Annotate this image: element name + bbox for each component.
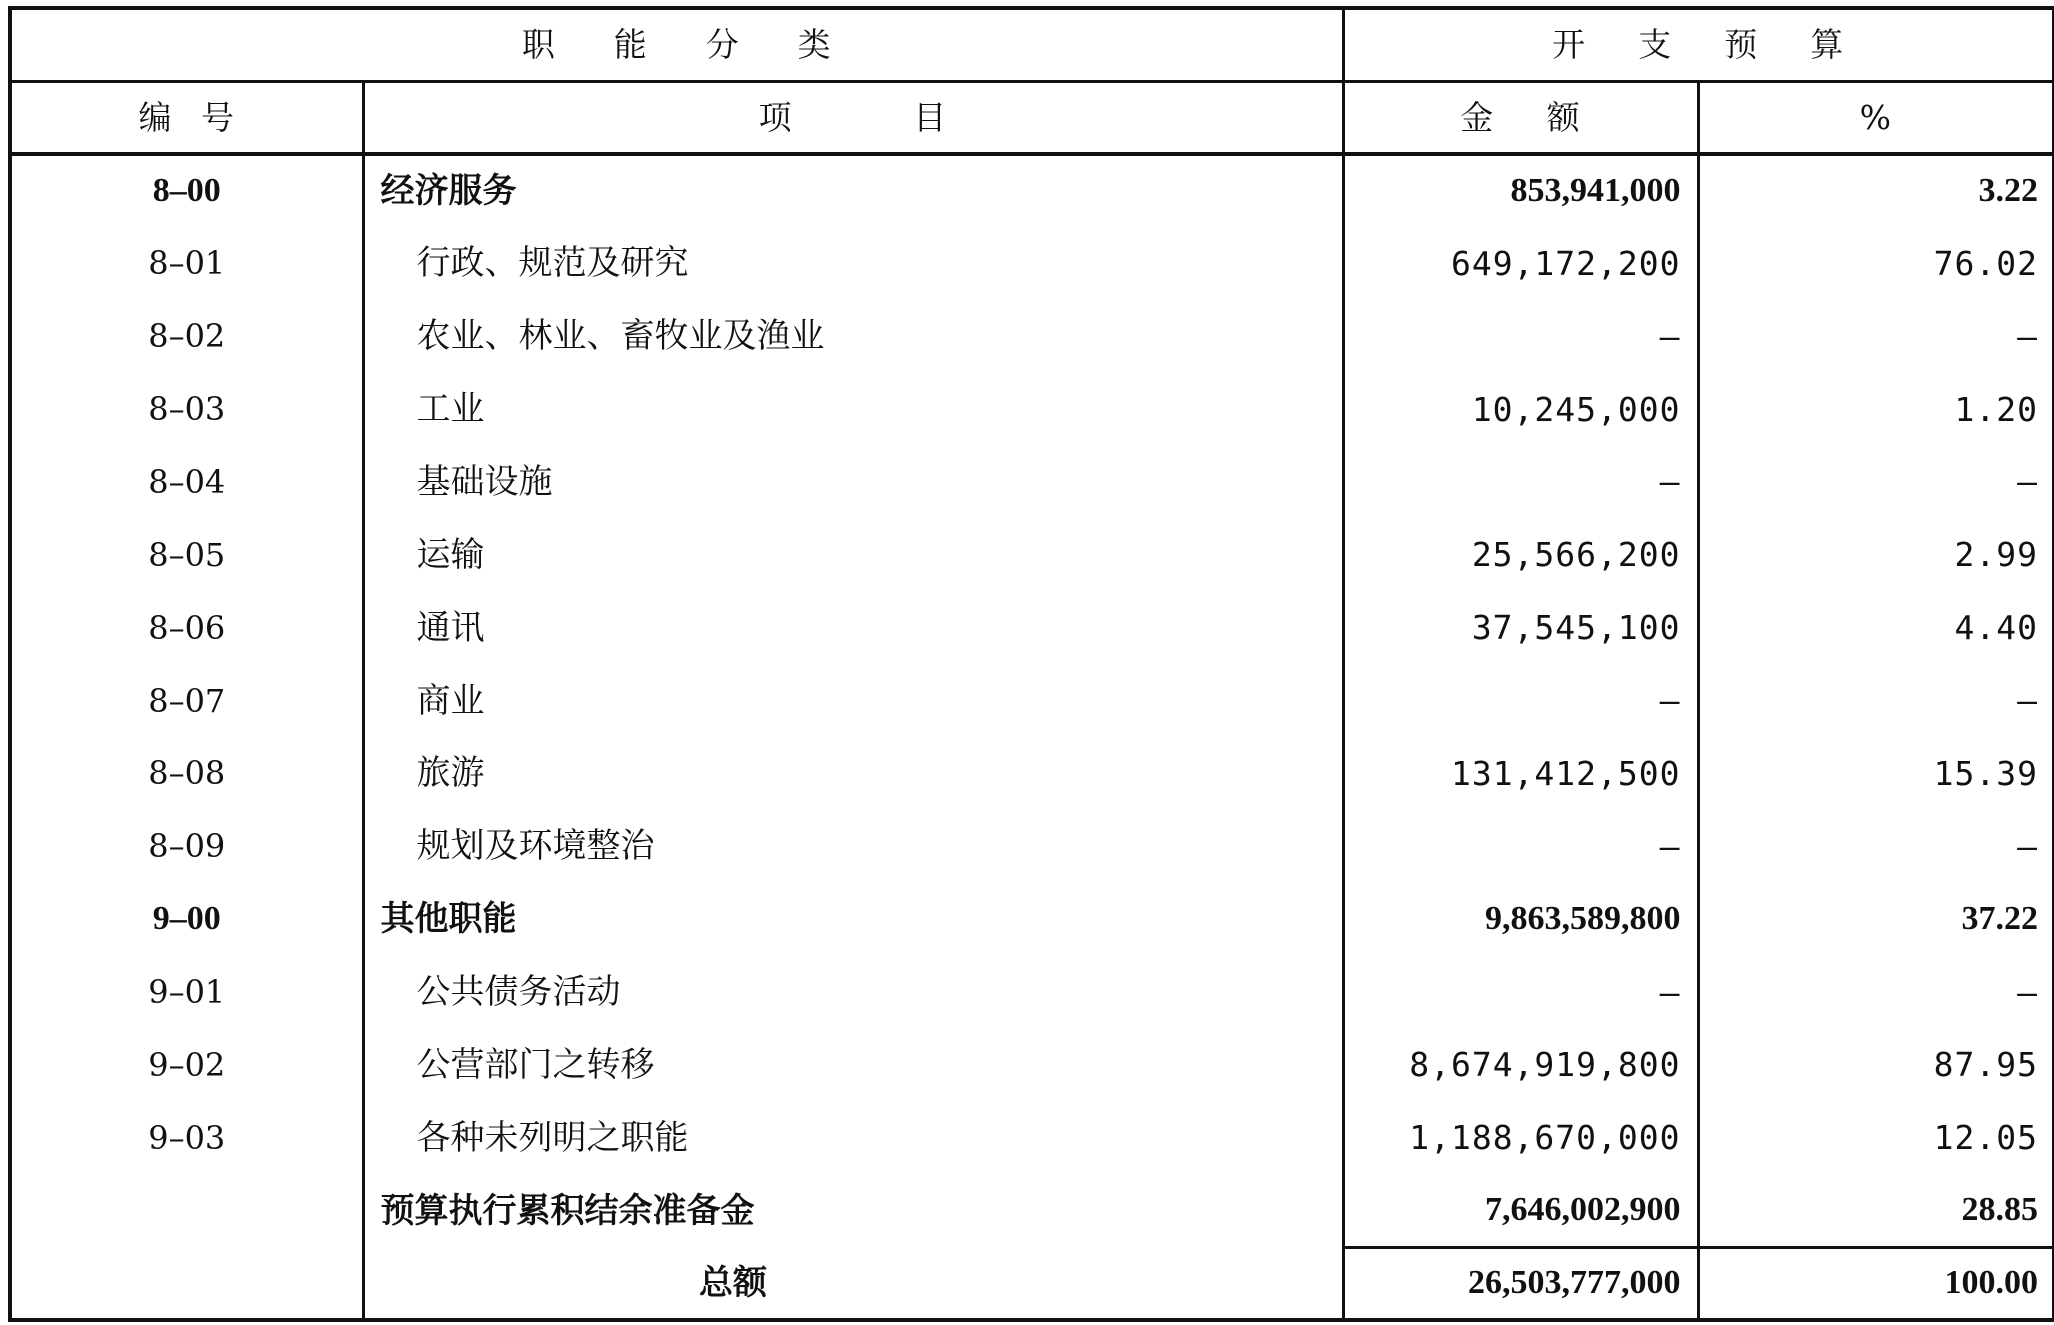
cell-item: 工业	[363, 373, 1343, 446]
cell-amount: 649,172,200	[1343, 227, 1698, 300]
header-char: 金	[1460, 97, 1495, 137]
budget-table	[8, 6, 2054, 1322]
cell-code	[10, 1174, 363, 1247]
cell-total-percent: 100.00	[1698, 1247, 2054, 1320]
cell-code: 9–03	[10, 1101, 363, 1174]
header-char: 分	[705, 25, 740, 65]
cell-code: 8–04	[10, 446, 363, 519]
header-char: 号	[201, 97, 236, 137]
cell-percent: 15.39	[1698, 737, 2054, 810]
cell-item: 通讯	[363, 591, 1343, 664]
cell-amount: –	[1343, 956, 1698, 1029]
cell-amount: –	[1343, 446, 1698, 519]
cell-item: 行政、规范及研究	[363, 227, 1343, 300]
cell-item: 旅游	[363, 737, 1343, 810]
cell-percent: 2.99	[1698, 518, 2054, 591]
table-row	[10, 883, 2054, 956]
table-row	[10, 591, 2054, 664]
header-char: 职	[521, 25, 556, 65]
header-char: 能	[613, 25, 648, 65]
cell-code: 8–03	[10, 373, 363, 446]
cell-code: 8–00	[10, 154, 363, 227]
cell-amount: 37,545,100	[1343, 591, 1698, 664]
table-row	[10, 1029, 2054, 1102]
cell-amount: –	[1343, 664, 1698, 737]
cell-percent: 37.22	[1698, 883, 2054, 956]
cell-amount: 8,674,919,800	[1343, 1029, 1698, 1102]
cell-amount: 853,941,000	[1343, 154, 1698, 227]
cell-item: 各种未列明之职能	[363, 1101, 1343, 1174]
cell-amount: 25,566,200	[1343, 518, 1698, 591]
table-row	[10, 956, 2054, 1029]
table-row	[10, 1101, 2054, 1174]
cell-item: 其他职能	[363, 883, 1343, 956]
table-row	[10, 664, 2054, 737]
header-char: 预	[1724, 25, 1759, 65]
table-row	[10, 373, 2054, 446]
cell-amount: 131,412,500	[1343, 737, 1698, 810]
header-char: 项	[758, 97, 793, 137]
header-row-columns	[10, 81, 2054, 154]
cell-item: 规划及环境整治	[363, 810, 1343, 883]
column-header-percent: %	[1698, 81, 2054, 154]
column-header-item	[363, 81, 1343, 154]
table-row	[10, 518, 2054, 591]
cell-item: 公营部门之转移	[363, 1029, 1343, 1102]
cell-percent: 87.95	[1698, 1029, 2054, 1102]
column-header-code	[10, 81, 363, 154]
header-char: 支	[1638, 25, 1673, 65]
cell-percent: 4.40	[1698, 591, 2054, 664]
table-row	[10, 810, 2054, 883]
table-row	[10, 1174, 2054, 1247]
header-char: 目	[913, 97, 948, 137]
cell-code: 9–01	[10, 956, 363, 1029]
header-char: 开	[1552, 25, 1587, 65]
table-header	[10, 8, 2054, 154]
cell-percent: 12.05	[1698, 1101, 2054, 1174]
cell-percent: –	[1698, 956, 2054, 1029]
cell-amount: 9,863,589,800	[1343, 883, 1698, 956]
table-row	[10, 737, 2054, 810]
table-row	[10, 446, 2054, 519]
cell-code: 8–07	[10, 664, 363, 737]
cell-item: 基础设施	[363, 446, 1343, 519]
header-expenditure-budget	[1343, 8, 2054, 81]
cell-percent: –	[1698, 664, 2054, 737]
header-row-group	[10, 8, 2054, 81]
cell-code: 8–02	[10, 300, 363, 373]
cell-item: 预算执行累积结余准备金	[363, 1174, 1343, 1247]
cell-item: 经济服务	[363, 154, 1343, 227]
cell-percent: 28.85	[1698, 1174, 2054, 1247]
cell-item: 农业、林业、畜牧业及渔业	[363, 300, 1343, 373]
cell-amount: –	[1343, 300, 1698, 373]
cell-total-amount: 26,503,777,000	[1343, 1247, 1698, 1320]
cell-percent: 1.20	[1698, 373, 2054, 446]
table-row	[10, 154, 2054, 227]
cell-percent: 76.02	[1698, 227, 2054, 300]
cell-percent: 3.22	[1698, 154, 2054, 227]
header-char: 算	[1810, 25, 1845, 65]
cell-code: 8–08	[10, 737, 363, 810]
header-functional-classification	[10, 8, 1343, 81]
cell-amount: 10,245,000	[1343, 373, 1698, 446]
cell-amount: 1,188,670,000	[1343, 1101, 1698, 1174]
table-row	[10, 227, 2054, 300]
cell-total-label: 总额	[363, 1247, 1343, 1320]
table-row-total	[10, 1247, 2054, 1320]
cell-code: 9–00	[10, 883, 363, 956]
table-body	[10, 154, 2054, 1320]
cell-item: 运输	[363, 518, 1343, 591]
header-char: 额	[1546, 97, 1581, 137]
cell-code: 8–06	[10, 591, 363, 664]
cell-item: 商业	[363, 664, 1343, 737]
cell-item: 公共债务活动	[363, 956, 1343, 1029]
header-char: 类	[797, 25, 832, 65]
cell-code: 9–02	[10, 1029, 363, 1102]
cell-amount: –	[1343, 810, 1698, 883]
cell-code: 8–09	[10, 810, 363, 883]
cell-percent: –	[1698, 300, 2054, 373]
table-row	[10, 300, 2054, 373]
cell-percent: –	[1698, 446, 2054, 519]
cell-code: 8–05	[10, 518, 363, 591]
column-header-amount	[1343, 81, 1698, 154]
cell-percent: –	[1698, 810, 2054, 883]
cell-code	[10, 1247, 363, 1320]
cell-amount: 7,646,002,900	[1343, 1174, 1698, 1247]
cell-code: 8–01	[10, 227, 363, 300]
header-char: 编	[138, 97, 173, 137]
